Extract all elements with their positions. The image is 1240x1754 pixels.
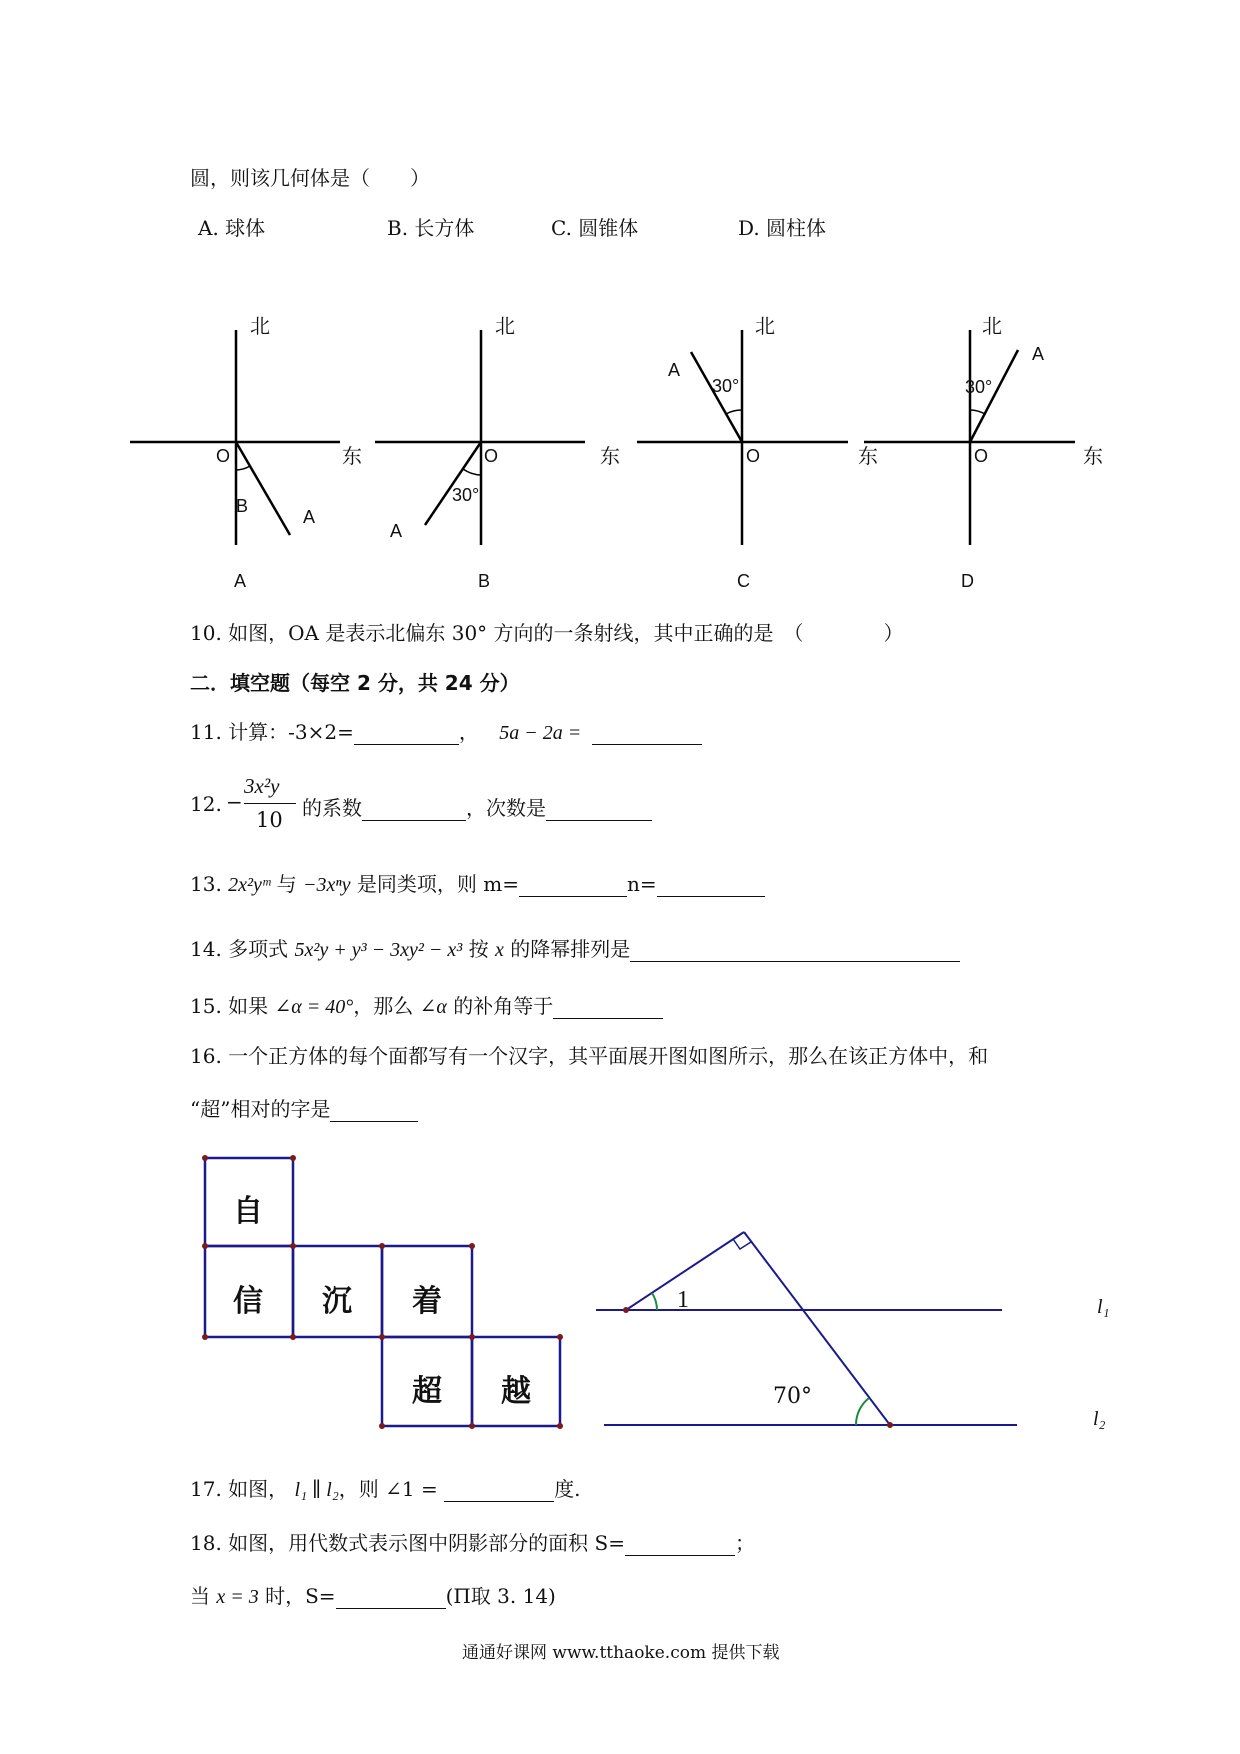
angle-label-b: 30° [452, 485, 480, 505]
q15-text-2: ，那么 [353, 994, 414, 1018]
line-l1-label: l₁ [1097, 1296, 1110, 1318]
q9-option-c: C. 圆锥体 [551, 216, 639, 240]
q12-text-2: ，次数是 [466, 796, 546, 820]
q17-blank[interactable] [444, 1481, 554, 1502]
q18-expr: x = 3 [216, 1586, 259, 1608]
q12-frac-bar [244, 803, 296, 804]
q14-var: x [494, 939, 504, 961]
section-title: 二．填空题（每空 2 分，共 24 分） [190, 671, 520, 695]
q16-line-1: 16. 一个正方体的每个面都写有一个汉字，其平面展开图如图所示，那么在该正方体中，和 [190, 1044, 989, 1068]
q9-option-d: D. 圆柱体 [738, 216, 827, 240]
q17 [190, 1473, 580, 1502]
east-label-a: 东 [342, 444, 362, 468]
q14-text-3: 的降幂排列是 [510, 937, 631, 961]
east-label-d: 东 [1083, 444, 1103, 468]
q13-text-1: 与 [276, 872, 297, 896]
q10-text: 10. 如图，OA 是表示北偏东 30° 方向的一条射线，其中正确的是 （ ） [190, 621, 904, 645]
q11-blank-1[interactable] [354, 724, 459, 745]
q13-text-3: n= [627, 872, 657, 896]
cube-face-3: 沉 [322, 1284, 352, 1319]
q12-blank-1[interactable] [362, 800, 466, 821]
origin-label-b: O [484, 446, 499, 466]
q16-line-2-text: “超”相对的字是 [190, 1097, 331, 1121]
angle-label-d: 30° [965, 377, 993, 397]
q18-text-2a: 当 [190, 1584, 210, 1608]
q15 [190, 990, 663, 1019]
east-label-b: 东 [600, 444, 620, 468]
parallel-lines-diagram [590, 1200, 1090, 1460]
q11-expr: 5a − 2a = [499, 722, 582, 744]
q13-expr-2: −3xⁿy [302, 874, 351, 896]
q13-text-2: 是同类项，则 m= [356, 872, 519, 896]
q15-expr-1: ∠α = 40° [274, 996, 354, 1018]
cube-face-2: 信 [233, 1284, 263, 1319]
q18-line-2 [190, 1580, 556, 1609]
q9-option-b: B. 长方体 [387, 216, 475, 240]
north-label-d: 北 [982, 314, 1002, 338]
q18-line-1 [190, 1527, 755, 1556]
q18-text-1-end: ； [734, 1531, 755, 1555]
angle-70-label: 70° [773, 1384, 812, 1409]
q11-blank-2[interactable] [592, 724, 702, 745]
origin-label-d: O [974, 446, 989, 466]
caption-c: C [737, 571, 750, 591]
q11 [190, 716, 702, 745]
east-label-d-left: 东 [858, 444, 878, 468]
north-label-a: 北 [250, 314, 270, 338]
q14-expr: 5x²y + y³ − 3xy² − x³ [294, 939, 463, 961]
q13-blank-2[interactable] [657, 876, 765, 897]
q12-label: 12. [190, 792, 222, 816]
ray-label-b: A [390, 521, 403, 541]
ray-label-a: A [303, 507, 316, 527]
q9-option-a: A. 球体 [198, 216, 266, 240]
q15-blank[interactable] [553, 998, 663, 1019]
q14-text-1: 14. 多项式 [190, 937, 289, 961]
q11-label: 11. 计算：-3×2= [190, 720, 354, 744]
q12-text-1: 的系数 [302, 796, 362, 820]
q14 [190, 933, 960, 962]
q17-text-1: 17. 如图， [190, 1477, 289, 1501]
q18-text-2d: (Π取 3. 14) [445, 1584, 556, 1608]
q13 [190, 868, 765, 897]
origin-label-c: O [746, 446, 761, 466]
q17-text-3: 度. [554, 1477, 581, 1501]
ray-label-c: A [668, 360, 681, 380]
compass-diagrams [0, 0, 1240, 600]
cube-face-5: 超 [412, 1374, 442, 1409]
q15-text-1: 15. 如果 [190, 994, 269, 1018]
q15-expr-2: ∠α [419, 996, 447, 1018]
cube-face-1: 自 [233, 1194, 263, 1229]
q17-text-2: ，则 ∠1 = [338, 1477, 438, 1501]
q18-text-1: 18. 如图，用代数式表示图中阴影部分的面积 S= [190, 1531, 625, 1555]
q16-blank[interactable] [330, 1101, 418, 1122]
caption-d: D [961, 571, 974, 591]
q18-blank-1[interactable] [625, 1535, 735, 1556]
north-label-c: 北 [755, 314, 775, 338]
north-label-b: 北 [495, 314, 515, 338]
q14-blank[interactable] [630, 941, 960, 962]
q12-frac-den: 10 [256, 808, 283, 832]
q12-blank-2[interactable] [546, 800, 652, 821]
origin-label-a: O [216, 446, 231, 466]
q14-text-2: 按 [468, 937, 489, 961]
q12-rest [302, 792, 652, 821]
cube-face-6: 越 [501, 1374, 531, 1409]
q16-line-2 [190, 1093, 418, 1122]
q13-label: 13. [190, 872, 222, 896]
footer-watermark: 通通好课网 www.tthaoke.com 提供下载 [462, 1643, 780, 1663]
q13-blank-1[interactable] [519, 876, 627, 897]
line-l2-label: l₂ [1093, 1408, 1106, 1430]
q18-blank-2[interactable] [336, 1588, 446, 1609]
q13-expr-1: 2x²yᵐ [228, 874, 271, 896]
angle-1-label: 1 [677, 1287, 689, 1313]
caption-b: B [478, 571, 491, 591]
cube-face-4: 着 [412, 1284, 442, 1319]
q9-stem: 圆，则该几何体是（ ） [190, 166, 430, 190]
q18-text-2c: 时，S= [265, 1584, 336, 1608]
q12-frac-num: 3x²y [244, 774, 280, 798]
compass-diagram-b [375, 330, 585, 545]
angle-label-b-in-a: B [236, 496, 249, 516]
ray-label-d: A [1032, 344, 1045, 364]
q17-expr: l₁ ∥ l₂ [294, 1479, 339, 1501]
angle-label-c: 30° [712, 376, 740, 396]
q12-minus: − [226, 790, 243, 814]
caption-a: A [234, 571, 247, 591]
q11-sep: ， [458, 720, 479, 744]
q15-text-3: 的补角等于 [453, 994, 554, 1018]
